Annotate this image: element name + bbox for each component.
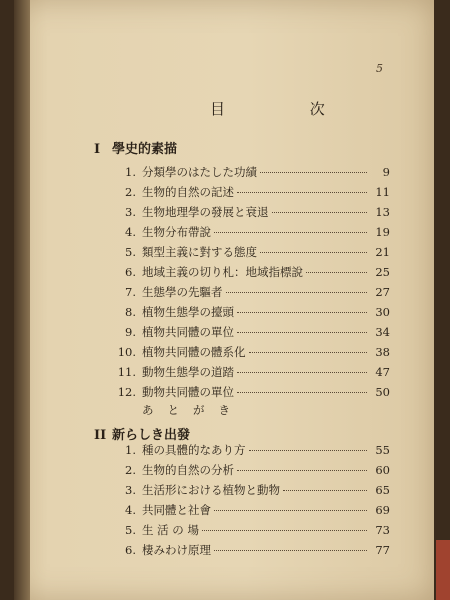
entry-number: 3.	[125, 205, 136, 219]
section-heading-2	[94, 424, 190, 443]
entry-title: 生物地理學の發展と衰退	[142, 205, 269, 219]
toc-entry	[114, 164, 390, 182]
entry-number: 4.	[125, 225, 136, 239]
entry-number: 8.	[125, 305, 136, 319]
section-title: 新らしき出發	[112, 428, 191, 443]
toc-entry	[114, 304, 390, 322]
leader-dots	[226, 292, 368, 293]
entry-page: 38	[375, 345, 390, 359]
entry-title: 生物的自然の分析	[142, 463, 234, 477]
entry-page: 34	[375, 325, 390, 339]
leader-dots	[237, 470, 367, 471]
leader-dots	[214, 510, 367, 511]
toc-entry	[114, 184, 390, 202]
toc-entry	[114, 442, 390, 460]
entry-page: 13	[375, 205, 390, 219]
leader-dots	[237, 192, 367, 193]
entry-number: 6.	[125, 265, 136, 279]
entry-page: 11	[375, 185, 390, 199]
book-page	[14, 0, 434, 600]
entry-number: 11.	[117, 365, 136, 379]
entry-title: 地域主義の切り札：地域指標說	[142, 265, 303, 279]
entry-title: 植物生態學の擡頭	[142, 305, 234, 319]
entry-page: 73	[375, 523, 390, 537]
entry-number: 2.	[125, 185, 136, 199]
entry-page: 21	[375, 245, 390, 259]
entry-page: 27	[375, 285, 390, 299]
entry-title: 共同體と社會	[142, 503, 211, 517]
toc-entry	[114, 324, 390, 342]
entry-title: 生態學の先驅者	[142, 285, 223, 299]
entry-number: 10.	[117, 345, 136, 359]
entry-page: 30	[375, 305, 390, 319]
leader-dots	[260, 172, 367, 173]
entry-page: 9	[382, 165, 390, 179]
entry-number: 5.	[125, 523, 136, 537]
section-numeral: I	[94, 142, 101, 157]
leader-dots	[214, 550, 367, 551]
entry-number: 12.	[117, 385, 136, 399]
leader-dots	[283, 490, 367, 491]
section-title: 學史的素描	[112, 142, 178, 157]
entry-page: 69	[375, 503, 390, 517]
page-number: 5	[376, 62, 383, 75]
section-heading-1	[94, 138, 177, 157]
leader-dots	[237, 312, 367, 313]
toc-entry	[114, 264, 390, 282]
entry-title: 種の具體的なあり方	[142, 443, 246, 457]
toc-entry	[114, 384, 390, 402]
toc-entry	[114, 204, 390, 222]
entry-page: 65	[375, 483, 390, 497]
leader-dots	[272, 212, 368, 213]
entry-number: 5.	[125, 245, 136, 259]
book-spine	[14, 0, 30, 600]
entry-title: 生物的自然の記述	[142, 185, 234, 199]
toc-entry	[114, 482, 390, 500]
toc-entry	[114, 364, 390, 382]
leader-dots	[249, 450, 368, 451]
entry-number: 3.	[125, 483, 136, 497]
entry-number: 6.	[125, 543, 136, 557]
entry-number: 1.	[125, 443, 136, 457]
entry-title: 植物共同體の單位	[142, 325, 234, 339]
entry-number: 2.	[125, 463, 136, 477]
toc-entry	[114, 462, 390, 480]
entry-number: 9.	[125, 325, 136, 339]
toc-entry	[114, 502, 390, 520]
entry-title: 動物生態學の道踏	[142, 365, 234, 379]
entry-title: 植物共同體の體系化	[142, 345, 246, 359]
entry-page: 19	[375, 225, 390, 239]
leader-dots	[306, 272, 367, 273]
entry-page: 50	[375, 385, 390, 399]
page-title: 目 次	[210, 100, 365, 118]
entry-number: 1.	[125, 165, 136, 179]
leader-dots	[237, 332, 367, 333]
leader-dots	[202, 530, 367, 531]
entry-page: 47	[375, 365, 390, 379]
leader-dots	[249, 352, 368, 353]
toc-entry	[114, 224, 390, 242]
entry-title: 棲みわけ原理	[142, 543, 211, 557]
entry-page: 25	[375, 265, 390, 279]
entry-page: 60	[375, 463, 390, 477]
leader-dots	[237, 372, 367, 373]
book-edge-red	[436, 540, 450, 600]
entry-title: 生 活 の 場	[142, 523, 199, 537]
entry-number: 4.	[125, 503, 136, 517]
entry-title: 生活形における植物と動物	[142, 483, 280, 497]
toc-entry	[114, 522, 390, 540]
entry-page: 77	[375, 543, 390, 557]
leader-dots	[214, 232, 367, 233]
toc-entry	[114, 284, 390, 302]
entry-number: 7.	[125, 285, 136, 299]
toc-entry	[114, 344, 390, 362]
entry-title: 動物共同體の單位	[142, 385, 234, 399]
entry-title: 分類學のはたした功績	[142, 165, 257, 179]
entry-title: 生物分布帶說	[142, 225, 211, 239]
afterword: あとがき	[142, 403, 244, 417]
toc-entry	[114, 244, 390, 262]
leader-dots	[260, 252, 367, 253]
section-numeral: II	[94, 428, 107, 443]
toc-entry	[114, 542, 390, 560]
entry-page: 55	[375, 443, 390, 457]
entry-title: 類型主義に對する態度	[142, 245, 257, 259]
leader-dots	[237, 392, 367, 393]
